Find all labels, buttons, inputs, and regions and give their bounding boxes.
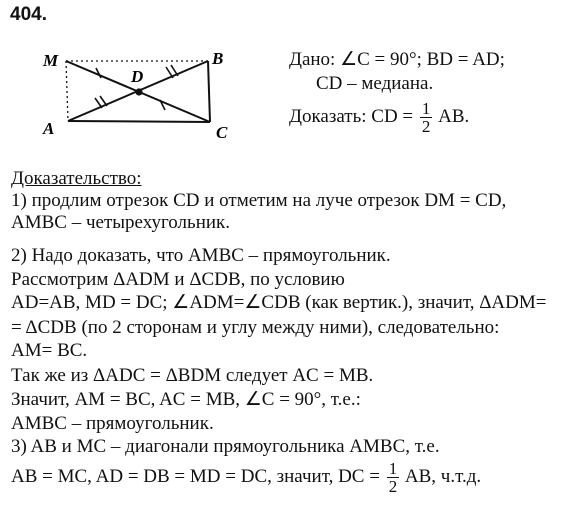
final-prefix: AB = MC, AD = DB = MD = DC, значит, DC =	[11, 465, 385, 487]
label-m: M	[43, 51, 59, 70]
segment-ac	[68, 121, 210, 122]
problem-number: 404.	[10, 4, 47, 25]
proof-line-4: Рассмотрим ΔADM и ΔCDB, по условию	[11, 269, 345, 290]
label-d: D	[131, 67, 144, 86]
prove-statement	[289, 100, 469, 135]
final-frac-den: 2	[388, 477, 398, 496]
proof-line-11: 3) AB и MC – диагонали прямоугольника AMBC, т.е.	[11, 436, 440, 457]
proof-line-8: Так же из ΔADC = ΔBDM следует AC = MB.	[11, 365, 374, 386]
prove-fraction	[420, 100, 433, 135]
proof-title: Доказательство:	[11, 168, 142, 189]
final-frac-num: 1	[388, 459, 398, 478]
label-a: A	[43, 119, 55, 138]
given-line-1: Дано: ∠C = 90°; BD = AD;	[289, 49, 505, 70]
proof-line-1: 1) продлим отрезок CD и отметим на луче отрезок DM = CD,	[11, 190, 507, 211]
final-fraction	[387, 460, 400, 495]
proof-line-10: AMBC – прямоугольник.	[11, 413, 214, 434]
proof-line-5: AD=AB, MD = DC; ∠ADM=∠CDB (как вертик.), значит, ΔADM=	[11, 292, 547, 313]
prove-prefix: Доказать: CD =	[289, 105, 418, 127]
label-c: C	[216, 123, 228, 142]
given-line-2: CD – медиана.	[316, 73, 434, 94]
prove-frac-num: 1	[421, 99, 431, 118]
proof-line-7: AM= BC.	[11, 340, 88, 361]
proof-final-line	[11, 460, 481, 495]
point-d	[135, 88, 142, 95]
proof-line-2: AMBC – четырехугольник.	[11, 212, 231, 233]
segment-bc	[208, 61, 210, 122]
proof-line-3: 2) Надо доказать, что AMBC – прямоугольник.	[11, 245, 391, 266]
proof-line-6: = ΔCDB (по 2 сторонам и углу между ними), следовательно:	[11, 317, 500, 338]
final-suffix: AB, ч.т.д.	[401, 465, 482, 487]
proof-line-9: Значит, AM = BC, AC = MB, ∠C = 90°, т.е.:	[11, 389, 361, 410]
prove-frac-den: 2	[421, 117, 431, 136]
label-b: B	[212, 49, 224, 68]
segment-ma	[66, 61, 68, 121]
prove-suffix: AB.	[434, 105, 470, 127]
